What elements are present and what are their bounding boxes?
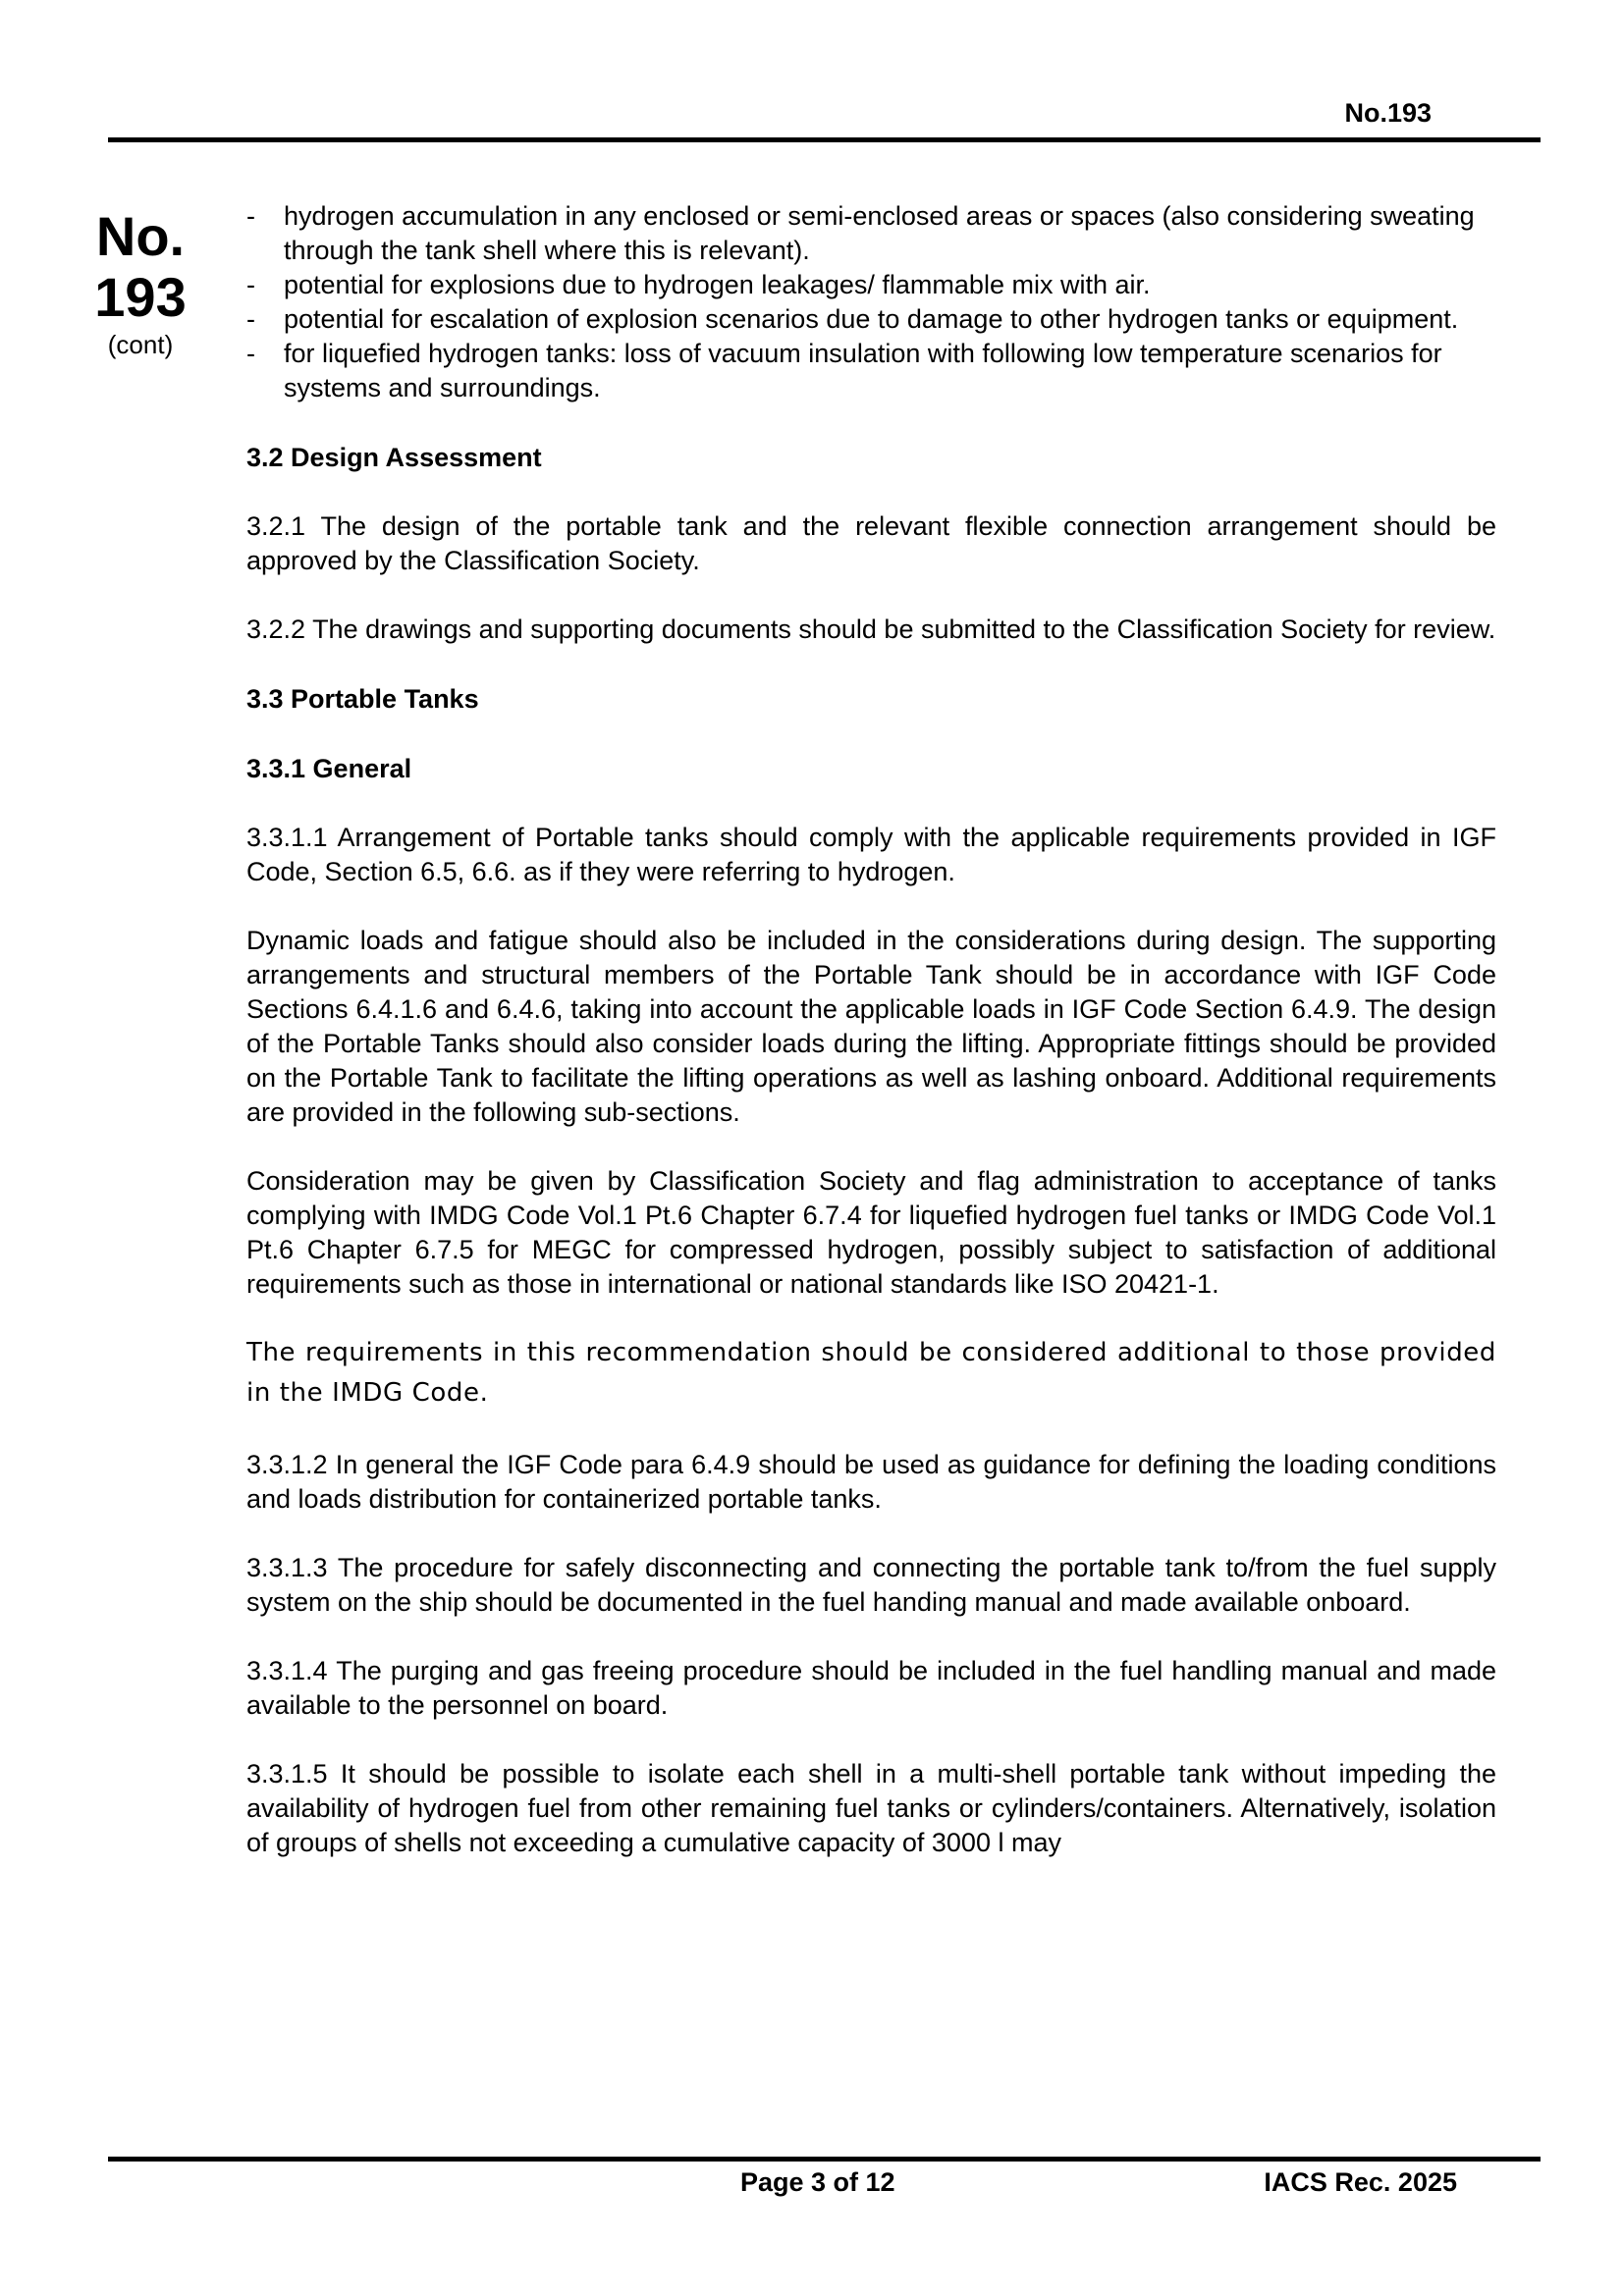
bullet-text: for liquefied hydrogen tanks: loss of vacuum insulation with following low temperature scenarios for systems and surroundings.: [284, 339, 1442, 402]
paragraph-consideration: Consideration may be given by Classification Society and flag administration to acceptance of tanks complying with IMDG Code Vol.1 Pt.6 Chapter 6.7.4 for liquefied hydrogen fuel tanks or IMDG Code Vol.1 Pt.6 Chapter 6.7.5 for MEGC for compressed hydrogen, possibly subject to satisfaction of additional requirements such as those in international or national standards like ISO 20421-1.: [246, 1166, 1496, 1299]
paragraph-dynamic-loads: Dynamic loads and fatigue should also be included in the considerations during design. The supporting arrangements and structural members of the Portable Tank should be in accordance with IGF Code Sections 6.4.1.6 and 6.4.6, taking into account the applicable loads in IGF Code Section 6.4.9. The design of the Portable Tanks should also consider loads during the lifting. Appropriate fittings should be provided on the Portable Tank to facilitate the lifting operations as well as lashing onboard. Additional requirements are provided in the following sub-sections.: [246, 926, 1496, 1127]
paragraph-3-3-1-5: 3.3.1.5 It should be possible to isolate each shell in a multi-shell portable tank without impeding the availability of hydrogen fuel from other remaining fuel tanks or cylinders/containers. Alternatively, isolation of groups of shells not exceeding a cumulative capacity of 3000 l may: [246, 1759, 1496, 1857]
section-heading-3-3: 3.3 Portable Tanks: [246, 684, 479, 714]
bullet-item: [207, 302, 1496, 337]
bullet-item: [207, 268, 1496, 302]
bullet-item: [207, 337, 1496, 405]
paragraph-3-2-2: 3.2.2 The drawings and supporting documents should be submitted to the Classification Society for review.: [246, 614, 1496, 644]
footer-rec: IACS Rec. 2025: [1264, 2167, 1457, 2197]
paragraph-requirements: The requirements in this recommendation should be considered additional to those provided in the IMDG Code.: [246, 1338, 1496, 1408]
paragraph-3-3-1-2: 3.3.1.2 In general the IGF Code para 6.4.9 should be used as guidance for defining the loading conditions and loads distribution for containerized portable tanks.: [246, 1450, 1496, 1514]
header-doc-number: No.193: [1344, 98, 1432, 128]
footer-rule: [108, 2157, 1541, 2162]
document-body: [246, 199, 1496, 1860]
side-no: No.: [95, 205, 186, 267]
bullet-item: [207, 199, 1496, 268]
bullet-dash: -: [246, 304, 255, 334]
bullet-dash: -: [246, 270, 255, 299]
paragraph-3-3-1-4: 3.3.1.4 The purging and gas freeing procedure should be included in the fuel handling manual and made available to the personnel on board.: [246, 1656, 1496, 1720]
bullet-dash: -: [246, 339, 255, 368]
bullet-dash: -: [246, 201, 255, 231]
section-heading-3-3-1: 3.3.1 General: [246, 754, 412, 783]
side-number: 193: [94, 266, 187, 328]
paragraph-3-3-1-1: 3.3.1.1 Arrangement of Portable tanks should comply with the applicable requirements provided in IGF Code, Section 6.5, 6.6. as if they were referring to hydrogen.: [246, 823, 1496, 886]
side-cont: (cont): [107, 330, 174, 359]
bullet-text: potential for explosions due to hydrogen leakages/ flammable mix with air.: [284, 270, 1151, 299]
footer-page-number: Page 3 of 12: [740, 2167, 895, 2197]
section-heading-3-2: 3.2 Design Assessment: [246, 443, 542, 472]
paragraph-3-2-1: 3.2.1 The design of the portable tank and the relevant flexible connection arrangement should be approved by the Classification Society.: [246, 511, 1496, 575]
bullet-text: hydrogen accumulation in any enclosed or semi-enclosed areas or spaces (also considering sweating through the tank shell where this is relevant).: [284, 201, 1475, 265]
paragraph-3-3-1-3: 3.3.1.3 The procedure for safely disconnecting and connecting the portable tank to/from the fuel supply system on the ship should be documented in the fuel handing manual and made available onboard.: [246, 1553, 1496, 1617]
header-rule: [108, 137, 1541, 142]
side-label: [77, 206, 204, 360]
bullet-text: potential for escalation of explosion scenarios due to damage to other hydrogen tanks or equipment.: [284, 304, 1459, 334]
